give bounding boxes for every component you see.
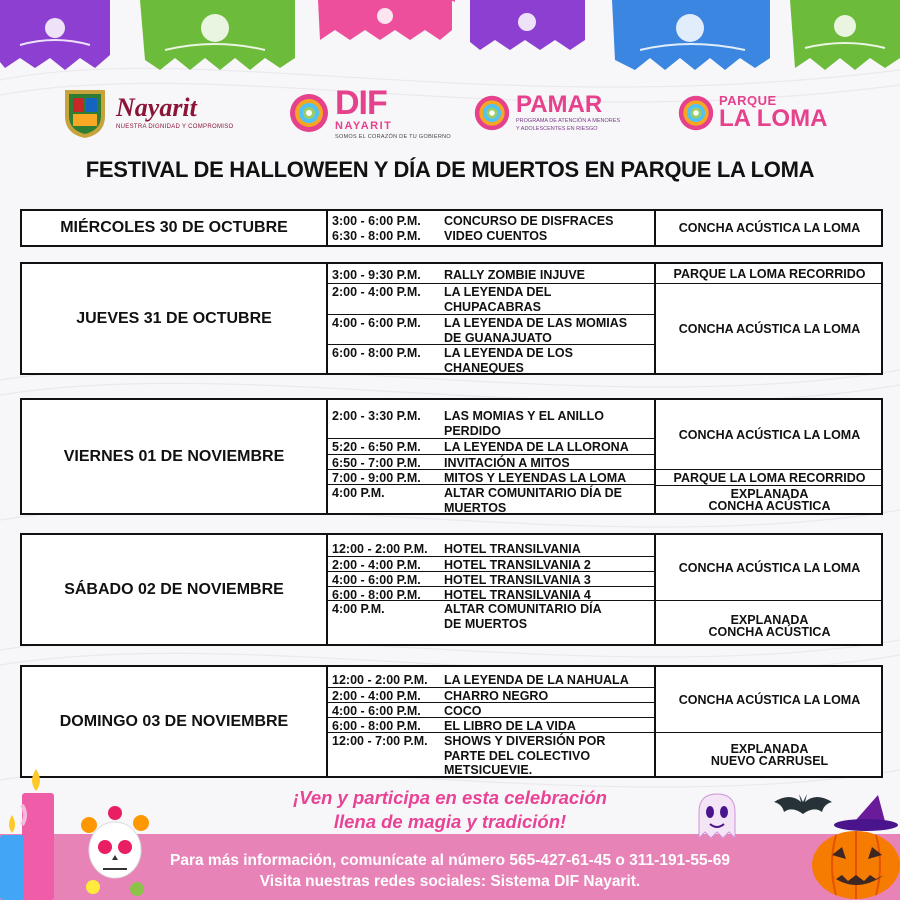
location-label: CONCHA ACÚSTICA LA LOMA bbox=[678, 560, 861, 575]
location-label: EXPLANADA CONCHA ACÚSTICA bbox=[656, 485, 883, 513]
papel-picado-icon bbox=[0, 0, 900, 75]
activity-row: 2:00 - 4:00 P.M. LA LEYENDA DEL CHUPACABRAS bbox=[328, 283, 654, 314]
ghost-icon bbox=[693, 790, 741, 840]
nayarit-name: Nayarit bbox=[116, 93, 197, 122]
day-block bbox=[20, 398, 883, 515]
activity-row: 6:30 - 8:00 P.M. VIDEO CUENTOS bbox=[332, 229, 548, 243]
activity-row: 2:00 - 4:00 P.M. HOTEL TRANSILVANIA 2 bbox=[328, 556, 654, 573]
pamar-swirl-icon bbox=[473, 94, 511, 132]
activity-row: 6:50 - 7:00 P.M. INVITACIÓN A MITOS bbox=[328, 454, 654, 471]
day-label: MIÉRCOLES 30 DE OCTUBRE bbox=[22, 211, 328, 245]
activity-row: 12:00 - 7:00 P.M. SHOWS Y DIVERSIÓN POR PARTE DEL COLECTIVO METSICUEVIE. bbox=[328, 732, 654, 778]
day-label: DOMINGO 03 DE NOVIEMBRE bbox=[22, 667, 328, 776]
parque-la-loma-logo bbox=[677, 85, 827, 140]
activity-row: 6:00 - 8:00 P.M. EL LIBRO DE LA VIDA bbox=[328, 717, 654, 734]
activity-row: 4:00 - 6:00 P.M. HOTEL TRANSILVANIA 3 bbox=[328, 571, 654, 588]
activity-row: 3:00 - 9:30 P.M. RALLY ZOMBIE INJUVE bbox=[332, 268, 585, 282]
day-block bbox=[20, 262, 883, 375]
nayarit-tagline: NUESTRA DIGNIDAD Y COMPROMISO bbox=[116, 124, 234, 130]
activity-row: 6:00 - 8:00 P.M. HOTEL TRANSILVANIA 4 bbox=[328, 586, 654, 603]
location-label: CONCHA ACÚSTICA LA LOMA bbox=[678, 692, 861, 707]
location-label: PARQUE LA LOMA RECORRIDO bbox=[673, 266, 866, 281]
location-label: CONCHA ACÚSTICA LA LOMA bbox=[678, 221, 861, 235]
page-title: FESTIVAL DE HALLOWEEN Y DÍA DE MUERTOS EN PARQUE LA LOMA bbox=[85, 157, 815, 182]
dif-logo bbox=[288, 85, 451, 140]
location-label: PARQUE LA LOMA RECORRIDO bbox=[656, 469, 883, 485]
parque-top: PARQUE bbox=[719, 93, 777, 108]
location-label: EXPLANADA CONCHA ACÚSTICA bbox=[656, 600, 883, 644]
pumpkin-icon bbox=[808, 795, 900, 900]
activity-row: 7:00 - 9:00 P.M. MITOS Y LEYENDAS LA LOMA bbox=[328, 469, 654, 486]
pamar-name: PAMAR bbox=[516, 90, 603, 118]
activity-row: 4:00 P.M. ALTAR COMUNITARIO DÍA DE MUERTOS bbox=[328, 600, 654, 631]
day-label: SÁBADO 02 DE NOVIEMBRE bbox=[22, 535, 328, 644]
day-block bbox=[20, 665, 883, 778]
sugar-skull-icon bbox=[75, 805, 155, 900]
location-label: CONCHA ACÚSTICA LA LOMA bbox=[656, 283, 883, 373]
pamar-tagline-2: Y ADOLESCENTES EN RIESGO bbox=[516, 125, 598, 132]
location-label: CONCHA ACÚSTICA LA LOMA bbox=[678, 427, 861, 442]
location-label: EXPLANADA NUEVO CARRUSEL bbox=[656, 732, 883, 776]
activity-row: 12:00 - 2:00 P.M. HOTEL TRANSILVANIA bbox=[332, 542, 581, 556]
contact-line: Para más información, comunícate al número 565-427-61-45 o 311-191-55-69 bbox=[170, 852, 730, 869]
activity-row: 2:00 - 4:00 P.M. CHARRO NEGRO bbox=[328, 687, 654, 704]
dif-region: NAYARIT bbox=[335, 119, 393, 132]
nayarit-shield-icon bbox=[62, 86, 108, 140]
nayarit-logo bbox=[62, 85, 234, 140]
parque-swirl-icon bbox=[677, 94, 715, 132]
day-label: VIERNES 01 DE NOVIEMBRE bbox=[22, 400, 328, 513]
invitation-text: ¡Ven y participa en esta celebración llena de magia y tradición! bbox=[293, 787, 607, 832]
pamar-logo bbox=[473, 85, 620, 140]
day-block bbox=[20, 209, 883, 247]
activity-row: 4:00 P.M. ALTAR COMUNITARIO DÍA DE MUERTOS bbox=[328, 484, 654, 515]
day-block bbox=[20, 533, 883, 646]
parque-bottom: LA LOMA bbox=[719, 105, 828, 132]
activity-row: 12:00 - 2:00 P.M. LA LEYENDA DE LA NAHUALA bbox=[332, 673, 629, 687]
dif-swirl-icon bbox=[288, 92, 330, 134]
activity-row: 2:00 - 3:30 P.M. LAS MOMIAS Y EL ANILLO PERDIDO bbox=[332, 409, 604, 438]
activity-row: 5:20 - 6:50 P.M. LA LEYENDA DE LA LLORONA bbox=[328, 438, 654, 455]
dif-name: DIF bbox=[335, 83, 387, 122]
day-label: JUEVES 31 DE OCTUBRE bbox=[22, 264, 328, 373]
activity-row: 3:00 - 6:00 P.M. CONCURSO DE DISFRACES bbox=[332, 214, 614, 228]
social-line: Visita nuestras redes sociales: Sistema DIF Nayarit. bbox=[259, 873, 641, 890]
activity-row: 6:00 - 8:00 P.M. LA LEYENDA DE LOS CHANEQUES bbox=[328, 344, 654, 375]
dif-tagline: SOMOS EL CORAZÓN DE TU GOBIERNO bbox=[335, 133, 451, 140]
activity-row: 4:00 - 6:00 P.M. COCO bbox=[328, 702, 654, 719]
pamar-tagline-1: PROGRAMA DE ATENCIÓN A MENORES bbox=[516, 117, 621, 124]
activity-row: 4:00 - 6:00 P.M. LA LEYENDA DE LAS MOMIAS DE GUANAJUATO bbox=[328, 314, 654, 345]
candle-icon bbox=[0, 765, 60, 900]
